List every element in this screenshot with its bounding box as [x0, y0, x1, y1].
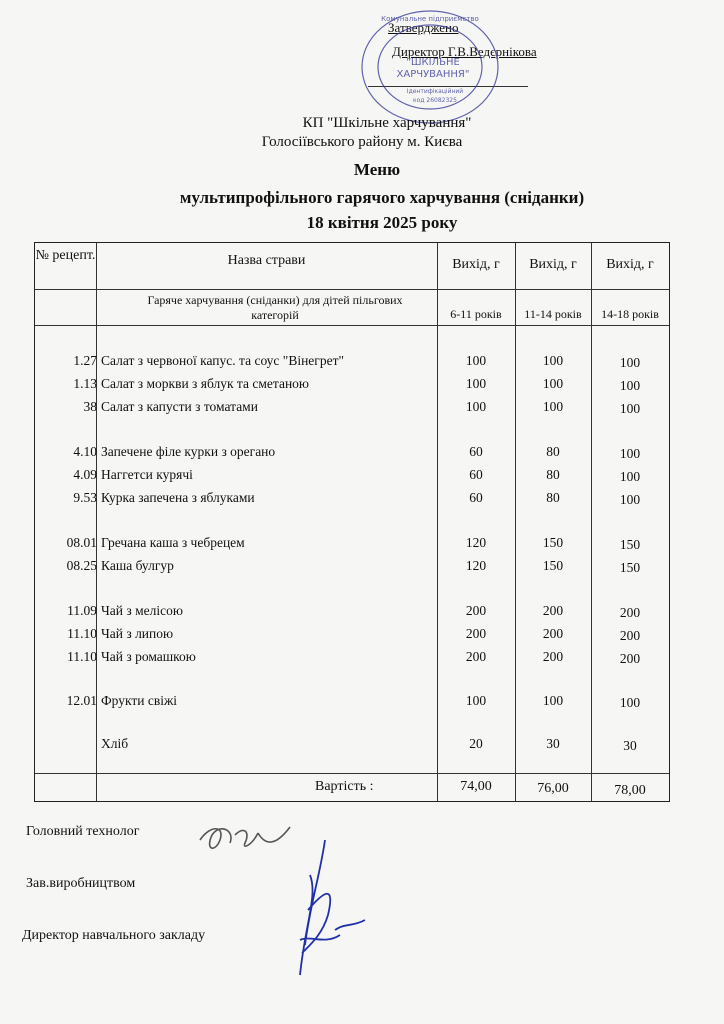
- cost-label: Вартість :: [315, 779, 374, 794]
- stamp-center-text-2: ХАРЧУВАННЯ": [396, 69, 470, 80]
- output-11-14: 80: [546, 444, 560, 459]
- output-14-18: 100: [619, 469, 641, 484]
- output-11-14: 200: [542, 649, 564, 664]
- signature-technologist-label: Головний технолог: [26, 824, 140, 839]
- dish-name: Запечене філе курки з орегано: [101, 444, 276, 459]
- output-6-11: 200: [465, 626, 487, 641]
- director-signature: [280, 835, 370, 985]
- dish-name: Салат з капусти з томатами: [101, 399, 258, 414]
- dish-name: Наггетси курячі: [101, 467, 193, 482]
- output-14-18: 100: [619, 355, 641, 370]
- recipe-number: 11.10: [67, 626, 97, 641]
- age-group-14-18: 14-18 років: [601, 307, 659, 321]
- recipe-number: 4.10: [73, 444, 97, 459]
- output-14-18: 30: [623, 738, 637, 753]
- recipe-number: 1.27: [73, 353, 97, 368]
- signature-director-label: Директор навчального закладу: [22, 928, 206, 943]
- header-output-1: Вихід, г: [452, 257, 500, 272]
- dish-name: Чай з липою: [101, 626, 174, 641]
- signature-production-label: Зав.виробництвом: [26, 876, 136, 891]
- output-11-14: 200: [542, 626, 564, 641]
- menu-date: 18 квітня 2025 року: [306, 213, 458, 232]
- output-14-18: 150: [619, 537, 641, 552]
- col-divider: [515, 243, 516, 801]
- output-14-18: 200: [619, 628, 641, 643]
- header-dish-name: Назва страви: [227, 253, 306, 268]
- output-14-18: 100: [619, 492, 641, 507]
- dish-name: Хліб: [101, 736, 129, 751]
- approval-title: Затверджено: [388, 20, 459, 35]
- age-group-11-14: 11-14 років: [524, 307, 582, 321]
- col-divider: [591, 243, 592, 801]
- approval-director-line: Директор Г.В.Ведєрнікова: [392, 44, 537, 59]
- output-11-14: 80: [546, 490, 560, 505]
- stamp-code-text-2: код 26082325: [413, 97, 457, 104]
- output-6-11: 100: [465, 693, 487, 708]
- dish-name: Чай з мелісою: [101, 603, 183, 618]
- section-label: Гаряче харчування (сніданки) для дітей пільгових категорій: [147, 293, 403, 322]
- output-6-11: 60: [469, 444, 483, 459]
- age-group-6-11: 6-11 років: [450, 307, 502, 321]
- output-6-11: 120: [465, 535, 487, 550]
- cost-11-14: 76,00: [537, 781, 569, 796]
- dish-name: Салат з червоної капус. та соус "Вінегрет": [101, 353, 344, 368]
- dish-name: Салат з моркви з яблук та сметаною: [101, 376, 309, 391]
- output-14-18: 100: [619, 446, 641, 461]
- recipe-number: 9.53: [73, 490, 97, 505]
- menu-subtitle: мультипрофільного гарячого харчування (сніданки): [179, 188, 585, 207]
- output-11-14: 30: [546, 736, 560, 751]
- cost-6-11: 74,00: [460, 779, 492, 794]
- output-14-18: 100: [619, 695, 641, 710]
- recipe-number: 12.01: [66, 693, 97, 708]
- output-11-14: 150: [542, 535, 564, 550]
- row-divider: [35, 289, 669, 290]
- dish-name: Каша булгур: [101, 558, 174, 573]
- header-output-2: Вихід, г: [529, 257, 577, 272]
- output-6-11: 20: [469, 736, 483, 751]
- org-name-line2: Голосіївського району м. Києва: [261, 134, 463, 150]
- recipe-number: 38: [83, 399, 97, 414]
- output-6-11: 120: [465, 558, 487, 573]
- dish-name: Фрукти свіжі: [101, 693, 178, 708]
- recipe-number: 4.09: [73, 467, 97, 482]
- recipe-number: 1.13: [73, 376, 97, 391]
- dish-name: Чай з ромашкою: [101, 649, 196, 664]
- recipe-number: 11.10: [67, 649, 97, 664]
- output-14-18: 100: [619, 401, 641, 416]
- output-6-11: 200: [465, 603, 487, 618]
- stamp-seal: [355, 5, 505, 130]
- menu-title: Меню: [353, 160, 401, 179]
- org-name-line1: КП "Шкільне харчування": [302, 115, 472, 131]
- row-divider: [35, 325, 669, 326]
- stamp-center-text-1: "ШКІЛЬНЕ: [406, 57, 460, 68]
- recipe-number: 08.25: [66, 558, 97, 573]
- output-6-11: 60: [469, 467, 483, 482]
- output-14-18: 150: [619, 560, 641, 575]
- header-output-3: Вихід, г: [606, 257, 654, 272]
- output-11-14: 100: [542, 399, 564, 414]
- stamp-ring-text: Комунальне підприємство: [381, 15, 479, 23]
- output-11-14: 100: [542, 353, 564, 368]
- dish-name: Курка запечена з яблуками: [101, 490, 255, 505]
- output-11-14: 100: [542, 376, 564, 391]
- recipe-number: 11.09: [67, 603, 97, 618]
- output-6-11: 60: [469, 490, 483, 505]
- row-divider: [35, 773, 669, 774]
- recipe-number: 08.01: [66, 535, 97, 550]
- stamp-code-text: Ідентифікаційний: [406, 88, 464, 95]
- output-11-14: 80: [546, 467, 560, 482]
- col-divider: [437, 243, 438, 801]
- output-6-11: 100: [465, 353, 487, 368]
- output-14-18: 100: [619, 378, 641, 393]
- output-6-11: 100: [465, 399, 487, 414]
- output-11-14: 200: [542, 603, 564, 618]
- output-6-11: 200: [465, 649, 487, 664]
- output-6-11: 100: [465, 376, 487, 391]
- output-11-14: 150: [542, 558, 564, 573]
- cost-14-18: 78,00: [614, 783, 646, 798]
- output-14-18: 200: [619, 651, 641, 666]
- menu-table: [34, 242, 670, 802]
- output-11-14: 100: [542, 693, 564, 708]
- header-recipe-no: № рецепт.: [35, 248, 96, 263]
- col-divider: [96, 243, 97, 801]
- output-14-18: 200: [619, 605, 641, 620]
- dish-name: Гречана каша з чебрецем: [101, 535, 245, 550]
